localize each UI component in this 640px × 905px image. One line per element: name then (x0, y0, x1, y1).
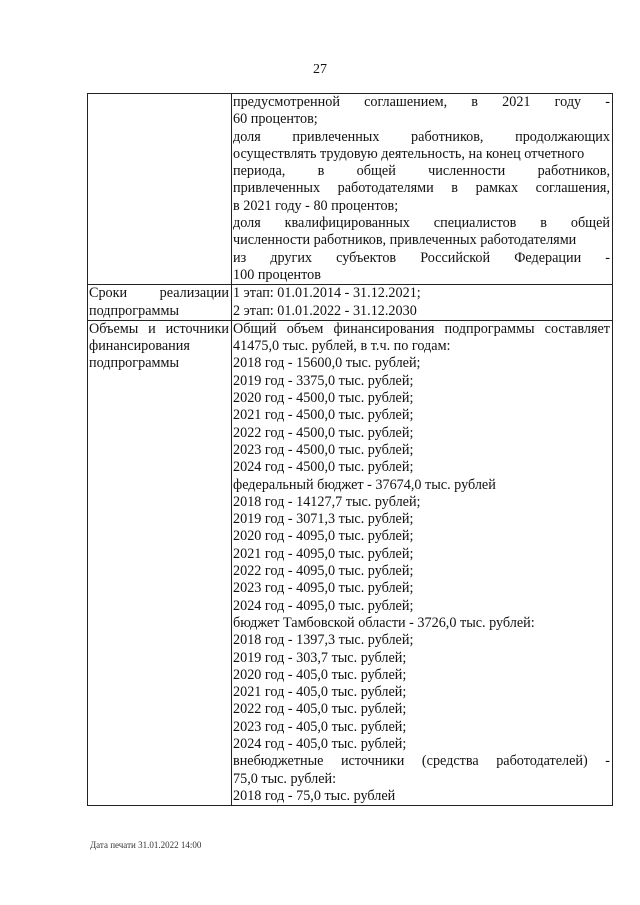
label-line: Сроки реализации (89, 285, 229, 302)
passport-table (87, 93, 613, 806)
value-line: 2019 год - 303,7 тыс. рублей; (233, 649, 407, 666)
label-lines (89, 321, 229, 373)
value-line: 2018 год - 1397,3 тыс. рублей; (233, 632, 414, 649)
value-line: привлеченных работодателями в рамках соглашения, (233, 180, 610, 197)
value-line: 2020 год - 4095,0 тыс. рублей; (233, 528, 414, 545)
label-line: подпрограммы (89, 302, 179, 319)
value-line: 2022 год - 405,0 тыс. рублей; (233, 701, 407, 718)
value-line: предусмотренной соглашением, в 2021 году - (233, 94, 610, 110)
value-line: 75,0 тыс. рублей: (233, 770, 337, 787)
value-lines (233, 321, 610, 805)
value-line: федеральный бюджет - 37674,0 тыс. рублей (233, 476, 496, 493)
value-line: 2018 год - 15600,0 тыс. рублей; (233, 355, 421, 372)
value-cell (232, 94, 613, 285)
page-number: 27 (313, 62, 327, 77)
value-line: внебюджетные источники (средства работодателей) - (233, 753, 610, 770)
value-line: Общий объем финансирования подпрограммы составляет (233, 320, 610, 337)
value-line: 41475,0 тыс. рублей, в т.ч. по годам: (233, 338, 451, 355)
value-line: бюджет Тамбовской области - 3726,0 тыс. рублей: (233, 614, 535, 631)
value-line: в 2021 году - 80 процентов; (233, 197, 399, 214)
value-line: 2021 год - 4095,0 тыс. рублей; (233, 545, 414, 562)
value-line: 2019 год - 3071,3 тыс. рублей; (233, 511, 414, 528)
label-lines (89, 285, 229, 320)
label-line: подпрограммы (89, 355, 179, 372)
value-line: 2023 год - 405,0 тыс. рублей; (233, 718, 407, 735)
value-line: 2 этап: 01.01.2022 - 31.12.2030 (233, 302, 417, 319)
label-line: Объемы и источники (89, 320, 229, 337)
value-line: 2022 год - 4095,0 тыс. рублей; (233, 563, 414, 580)
table-row-terms (88, 285, 613, 321)
label-line: финансирования (89, 338, 190, 355)
value-line: 1 этап: 01.01.2014 - 31.12.2021; (233, 285, 421, 302)
value-line: 2019 год - 3375,0 тыс. рублей; (233, 372, 414, 389)
value-cell (232, 320, 613, 805)
value-line: 2021 год - 4500,0 тыс. рублей; (233, 407, 414, 424)
value-line: 2021 год - 405,0 тыс. рублей; (233, 684, 407, 701)
value-line: численности работников, привлеченных работодателями (233, 232, 577, 249)
value-cell (232, 285, 613, 321)
value-line: 2020 год - 4500,0 тыс. рублей; (233, 390, 414, 407)
label-cell (88, 94, 232, 285)
value-line: 2023 год - 4095,0 тыс. рублей; (233, 580, 414, 597)
table-row-financing (88, 320, 613, 805)
value-line: осуществлять трудовую деятельность, на конец отчетного (233, 145, 585, 162)
value-line: доля квалифицированных специалистов в общей (233, 215, 610, 232)
value-line: 2024 год - 4500,0 тыс. рублей; (233, 459, 414, 476)
table-row-indicators (88, 94, 613, 285)
value-line: 2024 год - 405,0 тыс. рублей; (233, 735, 407, 752)
label-cell (88, 285, 232, 321)
value-line: доля привлеченных работников, продолжающих (233, 128, 610, 145)
value-lines (233, 285, 610, 320)
label-cell (88, 320, 232, 805)
value-line: 100 процентов (233, 266, 321, 283)
value-lines (233, 94, 610, 284)
value-line: периода, в общей численности работников, (233, 163, 610, 180)
value-line: 2024 год - 4095,0 тыс. рублей; (233, 597, 414, 614)
value-line: 2018 год - 14127,7 тыс. рублей; (233, 493, 421, 510)
print-date-footer: Дата печати 31.01.2022 14:00 (90, 840, 202, 850)
value-line: из других субъектов Российской Федерации - (233, 249, 610, 266)
value-line: 60 процентов; (233, 111, 318, 128)
value-line: 2022 год - 4500,0 тыс. рублей; (233, 424, 414, 441)
value-line: 2023 год - 4500,0 тыс. рублей; (233, 441, 414, 458)
value-line: 2020 год - 405,0 тыс. рублей; (233, 666, 407, 683)
value-line: 2018 год - 75,0 тыс. рублей (233, 787, 396, 804)
